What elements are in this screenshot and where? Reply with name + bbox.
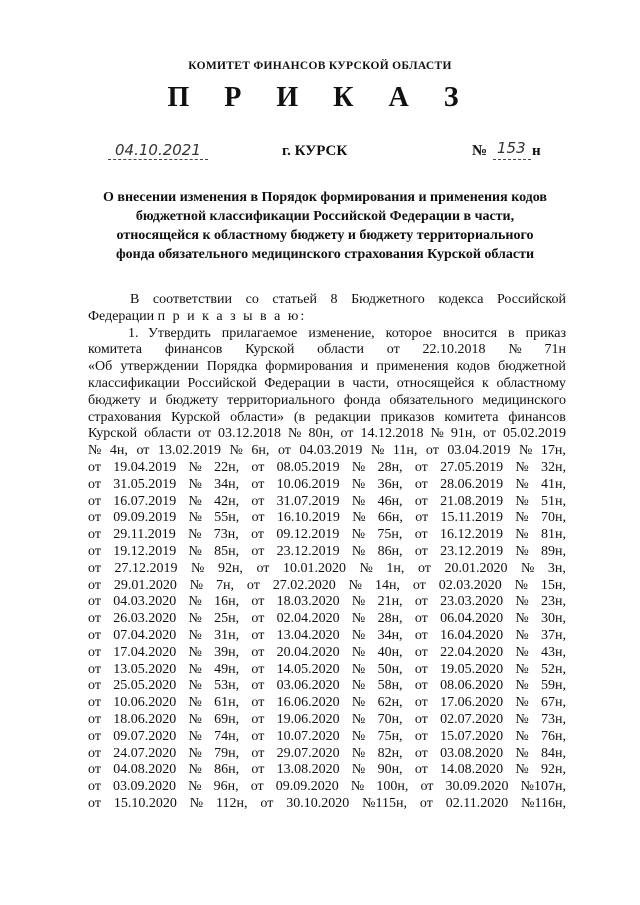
body-line: Курской области от 03.12.2018 № 80н, от 14.12.2018 № 91н, от 05.02.2019 bbox=[88, 426, 566, 442]
intro-line-order bbox=[88, 309, 566, 326]
number-suffix: н bbox=[532, 143, 541, 159]
body-line: от 13.05.2020 № 49н, от 14.05.2020 № 50н, от 19.05.2020 № 52н, bbox=[88, 661, 566, 677]
body-line: от 04.08.2020 № 86н, от 13.08.2020 № 90н, от 14.08.2020 № 92н, bbox=[88, 762, 566, 778]
number-underline bbox=[493, 159, 531, 160]
body-lines bbox=[88, 342, 566, 812]
body-line: от 18.06.2020 № 69н, от 19.06.2020 № 70н, от 02.07.2020 № 73н, bbox=[88, 711, 566, 727]
body-line: от 29.11.2019 № 73н, от 09.12.2019 № 75н, от 16.12.2019 № 81н, bbox=[88, 527, 566, 543]
body-line: комитета финансов Курской области от 22.10.2018 № 71н bbox=[88, 342, 566, 358]
subject-line: О внесении изменения в Порядок формирования и применения кодов bbox=[103, 190, 547, 205]
document-city: г. КУРСК bbox=[282, 143, 348, 159]
item-text: Утвердить прилагаемое изменение, которое вносится в приказ bbox=[148, 325, 566, 341]
body-line: от 24.07.2020 № 79н, от 29.07.2020 № 82н, от 03.08.2020 № 84н, bbox=[88, 745, 566, 761]
body-line: от 17.04.2020 № 39н, от 20.04.2020 № 40н, от 22.04.2020 № 43н, bbox=[88, 644, 566, 660]
subject-line: бюджетной классификации Российской Федерации в части, bbox=[135, 209, 515, 224]
number-sign: № bbox=[472, 143, 488, 159]
body-line: от 25.05.2020 № 53н, от 03.06.2020 № 58н, от 08.06.2020 № 59н, bbox=[88, 678, 566, 694]
body-line: от 04.03.2020 № 16н, от 18.03.2020 № 21н, от 23.03.2020 № 23н, bbox=[88, 594, 566, 610]
document-number: 153 bbox=[497, 139, 526, 157]
intro-federation: Федерации bbox=[88, 308, 158, 324]
body-line: от 03.09.2020 № 96н, от 09.09.2020 № 100н, от 30.09.2020 №107н, bbox=[88, 779, 566, 795]
body-line: от 16.07.2019 № 42н, от 31.07.2019 № 46н, от 21.08.2019 № 51н, bbox=[88, 493, 566, 509]
body-line: классификации Российской Федерации в части, относящейся к областному bbox=[88, 375, 566, 391]
body-line: от 15.10.2020 № 112н, от 30.10.2020 №115н, от 02.11.2020 №116н, bbox=[88, 795, 566, 811]
body-line: № 4н, от 13.02.2019 № 6н, от 04.03.2019 № 11н, от 03.04.2019 № 17н, bbox=[88, 443, 566, 459]
body-line: от 29.01.2020 № 7н, от 27.02.2020 № 14н, от 02.03.2020 № 15н, bbox=[88, 577, 566, 593]
document-meta-row bbox=[0, 141, 640, 167]
body-line: от 10.06.2020 № 61н, от 16.06.2020 № 62н, от 17.06.2020 № 67н, bbox=[88, 695, 566, 711]
body-line: от 19.12.2019 № 85н, от 23.12.2019 № 86н, от 23.12.2019 № 89н, bbox=[88, 543, 566, 559]
body-line: от 09.09.2019 № 55н, от 16.10.2019 № 66н, от 15.11.2019 № 70н, bbox=[88, 510, 566, 526]
body-line: от 19.04.2019 № 22н, от 08.05.2019 № 28н, от 27.05.2019 № 32н, bbox=[88, 459, 566, 475]
body-line: страхования Курской области» (в редакции приказов комитета финансов bbox=[88, 409, 566, 425]
body-line: от 07.04.2020 № 31н, от 13.04.2020 № 34н, от 16.04.2020 № 37н, bbox=[88, 627, 566, 643]
body-line: «Об утверждении Порядка формирования и применения кодов бюджетной bbox=[88, 359, 566, 375]
subject-line: фонда обязательного медицинского страхования Курской области bbox=[115, 247, 535, 262]
body-line: от 27.12.2019 № 92н, от 10.01.2020 № 1н, от 20.01.2020 № 3н, bbox=[88, 560, 566, 576]
document-subject bbox=[95, 188, 555, 264]
item-number: 1. bbox=[128, 325, 139, 341]
document-type-title: П Р И К А З bbox=[167, 82, 473, 113]
item-first-line bbox=[88, 326, 566, 343]
intro-line: В соответствии со статьей 8 Бюджетного кодекса Российской bbox=[130, 292, 566, 307]
body-line: от 09.07.2020 № 74н, от 10.07.2020 № 75н, от 15.07.2020 № 76н, bbox=[88, 728, 566, 744]
order-word: п р и к а з ы в а ю: bbox=[157, 308, 307, 324]
body-line: от 31.05.2019 № 34н, от 10.06.2019 № 36н, от 28.06.2019 № 41н, bbox=[88, 476, 566, 492]
agency-name: КОМИТЕТ ФИНАНСОВ КУРСКОЙ ОБЛАСТИ bbox=[188, 60, 452, 72]
body-line: бюджету и бюджету территориального фонда обязательного медицинского bbox=[88, 392, 566, 408]
body-line: от 26.03.2020 № 25н, от 02.04.2020 № 28н, от 06.04.2020 № 30н, bbox=[88, 611, 566, 627]
subject-line: относящейся к областному бюджету и бюджету территориального bbox=[116, 228, 534, 243]
document-date: 04.10.2021 bbox=[115, 141, 201, 159]
date-underline bbox=[108, 159, 208, 160]
document-body bbox=[88, 292, 566, 813]
